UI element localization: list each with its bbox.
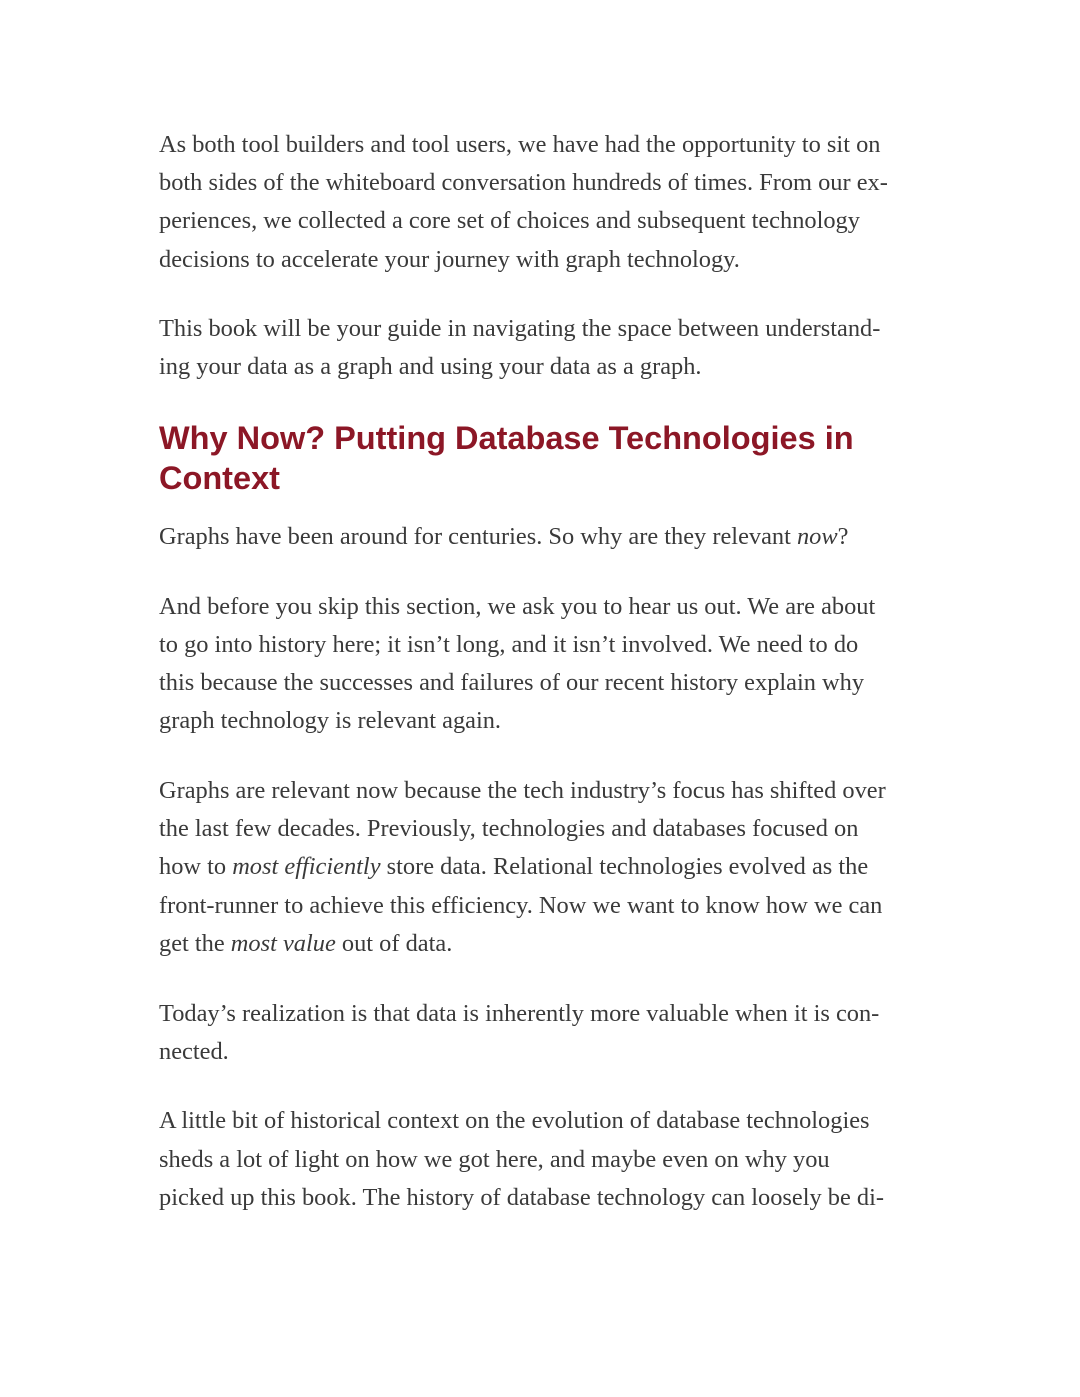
text-run: store data. Relational technologies evolved as the bbox=[380, 853, 869, 881]
emphasis-most-value: most value bbox=[230, 929, 336, 957]
text-line: the last few decades. Previously, technologies and databases focused on bbox=[159, 815, 859, 843]
text-line bbox=[159, 518, 921, 556]
paragraph-why-now bbox=[159, 518, 921, 556]
text-run: how to bbox=[159, 853, 233, 881]
paragraph-intro-2 bbox=[159, 310, 921, 386]
text-line: periences, we collected a core set of choices and subsequent technology bbox=[159, 207, 860, 235]
paragraph-realization bbox=[159, 995, 921, 1071]
text-run: get the bbox=[159, 929, 231, 957]
paragraph-hear-us-out bbox=[159, 588, 921, 741]
text-line: decisions to accelerate your journey with graph technology. bbox=[159, 245, 740, 273]
section-heading bbox=[159, 418, 921, 498]
text-line bbox=[159, 848, 921, 886]
text-line: Today’s realization is that data is inherently more valuable when it is con- bbox=[159, 999, 880, 1027]
text-line: And before you skip this section, we ask you to hear us out. We are about bbox=[159, 592, 876, 620]
text-line: front-runner to achieve this efficiency. Now we want to know how we can bbox=[159, 891, 883, 919]
heading-line: Context bbox=[159, 460, 280, 497]
emphasis-most-efficiently: most efficiently bbox=[232, 853, 381, 881]
paragraph-relevance bbox=[159, 772, 921, 963]
text-line: to go into history here; it isn’t long, and it isn’t involved. We need to do bbox=[159, 631, 859, 658]
text-line: graph technology is relevant again. bbox=[159, 707, 502, 735]
paragraph-intro-1 bbox=[159, 126, 921, 279]
text-line: this because the successes and failures of our recent history explain why bbox=[159, 669, 865, 697]
text-line: both sides of the whiteboard conversation hundreds of times. From our ex- bbox=[159, 169, 888, 197]
text-run: Graphs have been around for centuries. So why are they relevant bbox=[159, 523, 797, 551]
emphasis-now: now bbox=[796, 523, 838, 551]
text-line bbox=[159, 925, 921, 963]
text-line: Graphs are relevant now because the tech industry’s focus has shifted over bbox=[159, 777, 886, 805]
text-run: ? bbox=[837, 523, 849, 551]
text-run: out of data. bbox=[335, 929, 453, 957]
text-line: As both tool builders and tool users, we have had the opportunity to sit on bbox=[159, 131, 881, 158]
paragraph-history bbox=[159, 1102, 921, 1217]
text-line: picked up this book. The history of database technology can loosely be di- bbox=[159, 1183, 885, 1211]
text-line: sheds a lot of light on how we got here, and maybe even on why you bbox=[159, 1145, 830, 1173]
text-line: ing your data as a graph and using your data as a graph. bbox=[159, 353, 702, 381]
book-page bbox=[159, 126, 921, 1248]
text-line: nected. bbox=[159, 1037, 229, 1065]
text-line: This book will be your guide in navigating the space between understand- bbox=[159, 315, 881, 343]
heading-line: Why Now? Putting Database Technologies in bbox=[159, 420, 854, 457]
text-line: A little bit of historical context on the evolution of database technologies bbox=[159, 1107, 870, 1135]
